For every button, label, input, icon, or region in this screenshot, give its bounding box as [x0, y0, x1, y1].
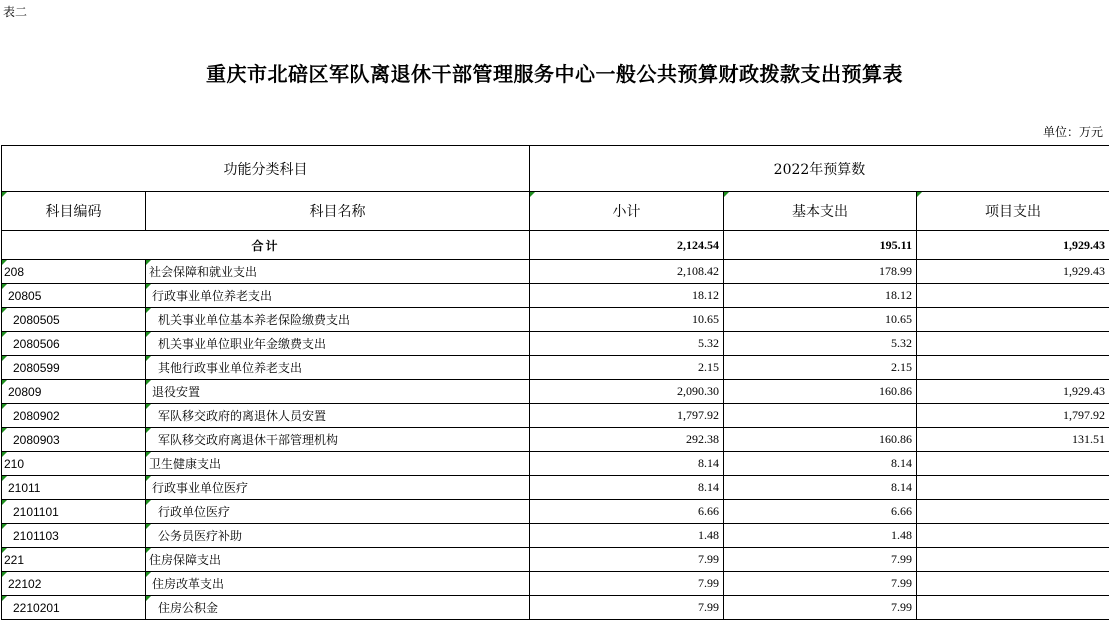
row-project: 1,929.43 [917, 260, 1109, 284]
row-subtotal: 7.99 [530, 548, 724, 572]
row-subtotal: 18.12 [530, 284, 724, 308]
total-row [2, 231, 1109, 260]
row-code: 2101101 [2, 500, 146, 524]
row-basic: 7.99 [724, 596, 917, 620]
row-basic: 7.99 [724, 572, 917, 596]
table-row [2, 500, 1109, 524]
table-row [2, 452, 1109, 476]
row-subtotal: 8.14 [530, 452, 724, 476]
row-project [917, 524, 1109, 548]
row-project: 131.51 [917, 428, 1109, 452]
row-subtotal: 10.65 [530, 308, 724, 332]
row-project [917, 548, 1109, 572]
header-budget-year: 2022年预算数 [530, 146, 1109, 192]
table-row [2, 428, 1109, 452]
row-basic: 160.86 [724, 428, 917, 452]
table-row [2, 596, 1109, 620]
table-row [2, 356, 1109, 380]
header-columns-row [2, 192, 1109, 231]
table-row [2, 380, 1109, 404]
row-project [917, 476, 1109, 500]
row-name: 住房公积金 [146, 596, 530, 620]
total-label: 合计 [2, 231, 530, 260]
header-function-category: 功能分类科目 [2, 146, 530, 192]
row-name: 卫生健康支出 [146, 452, 530, 476]
row-subtotal: 1,797.92 [530, 404, 724, 428]
row-basic [724, 404, 917, 428]
table-row [2, 332, 1109, 356]
header-group-row [2, 146, 1109, 192]
row-project: 1,929.43 [917, 380, 1109, 404]
row-project [917, 572, 1109, 596]
row-basic: 1.48 [724, 524, 917, 548]
row-code: 2080506 [2, 332, 146, 356]
row-project [917, 500, 1109, 524]
table-row [2, 284, 1109, 308]
row-name: 行政单位医疗 [146, 500, 530, 524]
row-code: 22102 [2, 572, 146, 596]
header-col-subtotal: 小计 [530, 192, 724, 231]
row-code: 2080505 [2, 308, 146, 332]
row-subtotal: 8.14 [530, 476, 724, 500]
row-basic: 2.15 [724, 356, 917, 380]
row-project [917, 452, 1109, 476]
row-project [917, 308, 1109, 332]
page-title: 重庆市北碚区军队离退休干部管理服务中心一般公共预算财政拨款支出预算表 [206, 62, 903, 86]
row-subtotal: 2,108.42 [530, 260, 724, 284]
table-row [2, 476, 1109, 500]
row-subtotal: 7.99 [530, 572, 724, 596]
sheet-label: 表二 [3, 5, 28, 19]
row-subtotal: 2.15 [530, 356, 724, 380]
table-row [2, 572, 1109, 596]
row-code: 2080902 [2, 404, 146, 428]
header-col-name: 科目名称 [146, 192, 530, 231]
row-basic: 160.86 [724, 380, 917, 404]
row-basic: 5.32 [724, 332, 917, 356]
row-basic: 178.99 [724, 260, 917, 284]
budget-table-body [2, 146, 1109, 620]
row-name: 住房改革支出 [146, 572, 530, 596]
row-project: 1,797.92 [917, 404, 1109, 428]
row-code: 2210201 [2, 596, 146, 620]
row-code: 2101103 [2, 524, 146, 548]
row-name: 住房保障支出 [146, 548, 530, 572]
row-name: 军队移交政府离退休干部管理机构 [146, 428, 530, 452]
row-code: 20809 [2, 380, 146, 404]
budget-table [1, 145, 1109, 620]
row-name: 机关事业单位职业年金缴费支出 [146, 332, 530, 356]
table-row [2, 524, 1109, 548]
header-col-project: 项目支出 [917, 192, 1109, 231]
row-name: 社会保障和就业支出 [146, 260, 530, 284]
row-code: 2080903 [2, 428, 146, 452]
total-project: 1,929.43 [917, 231, 1109, 260]
row-name: 机关事业单位基本养老保险缴费支出 [146, 308, 530, 332]
row-subtotal: 2,090.30 [530, 380, 724, 404]
row-basic: 8.14 [724, 476, 917, 500]
table-row [2, 404, 1109, 428]
row-code: 21011 [2, 476, 146, 500]
row-subtotal: 292.38 [530, 428, 724, 452]
row-project [917, 284, 1109, 308]
header-col-code: 科目编码 [2, 192, 146, 231]
row-subtotal: 6.66 [530, 500, 724, 524]
table-row [2, 308, 1109, 332]
row-subtotal: 7.99 [530, 596, 724, 620]
row-code: 2080599 [2, 356, 146, 380]
row-name: 军队移交政府的离退休人员安置 [146, 404, 530, 428]
row-project [917, 332, 1109, 356]
row-subtotal: 5.32 [530, 332, 724, 356]
unit-label: 单位：万元 [1042, 125, 1103, 139]
table-row [2, 548, 1109, 572]
header-col-basic: 基本支出 [724, 192, 917, 231]
row-name: 公务员医疗补助 [146, 524, 530, 548]
row-project [917, 356, 1109, 380]
row-basic: 18.12 [724, 284, 917, 308]
row-code: 20805 [2, 284, 146, 308]
row-basic: 8.14 [724, 452, 917, 476]
row-name: 其他行政事业单位养老支出 [146, 356, 530, 380]
row-code: 210 [2, 452, 146, 476]
row-basic: 6.66 [724, 500, 917, 524]
row-basic: 7.99 [724, 548, 917, 572]
row-name: 行政事业单位养老支出 [146, 284, 530, 308]
row-project [917, 596, 1109, 620]
row-basic: 10.65 [724, 308, 917, 332]
row-code: 208 [2, 260, 146, 284]
total-subtotal: 2,124.54 [530, 231, 724, 260]
row-name: 退役安置 [146, 380, 530, 404]
total-basic: 195.11 [724, 231, 917, 260]
row-code: 221 [2, 548, 146, 572]
row-name: 行政事业单位医疗 [146, 476, 530, 500]
table-row [2, 260, 1109, 284]
row-subtotal: 1.48 [530, 524, 724, 548]
